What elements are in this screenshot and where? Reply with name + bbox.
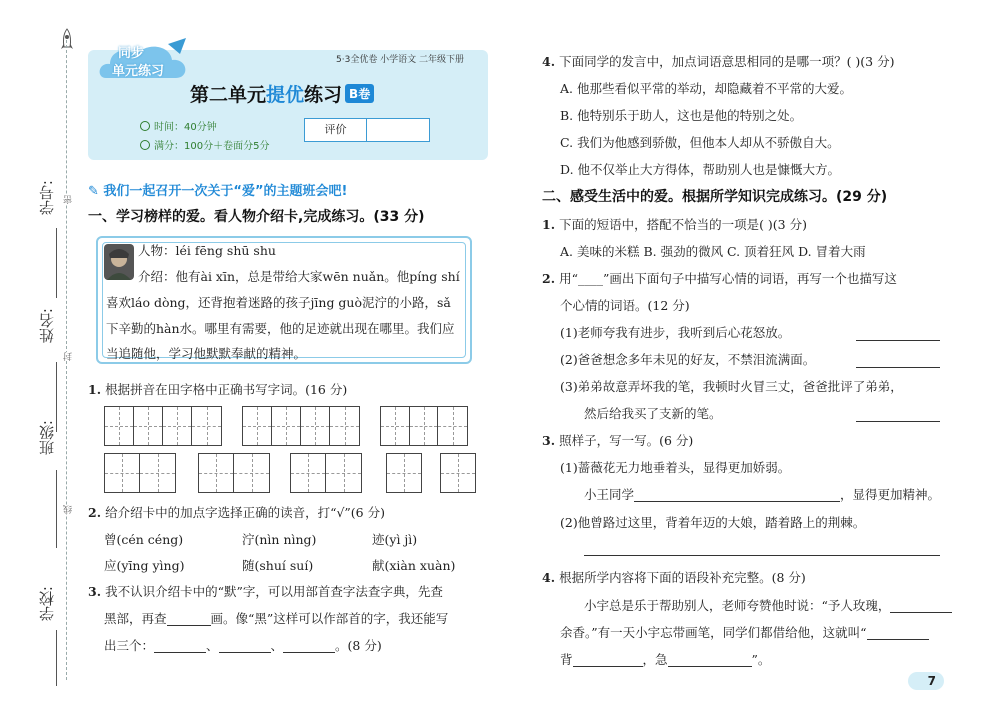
school-label: 学校:	[38, 586, 56, 622]
s2q3-example: (1)蔷薇花无力地垂着头，显得更加娇弱。	[560, 460, 791, 475]
rocket-icon	[58, 28, 76, 54]
score-info: 满分：100分＋卷面分5分	[140, 137, 269, 152]
class-label: 班级:	[38, 420, 56, 456]
s2q3-fill-line: 小王同学 ，显得更加精神。	[584, 487, 941, 502]
page-number: 7	[908, 672, 944, 690]
s2q4-blank-4[interactable]	[668, 653, 752, 667]
s2q2-item-1: (1)老师夸我有进步，我听到后心花怒放。	[560, 325, 791, 340]
evaluation-label: 评价	[305, 119, 367, 141]
page-title: 第二单元提优练习 B卷	[190, 80, 374, 107]
radical-blank-1[interactable]	[154, 639, 206, 653]
check-icon	[140, 140, 150, 150]
pinyin-choice[interactable]: 随(shuí suí)	[242, 558, 314, 573]
writing-grid[interactable]	[104, 406, 222, 446]
card-line: 介绍：他有ài xīn，总是带给大家wēn nuǎn。他píng shí	[138, 269, 460, 284]
s2q4-line1: 小宇总是乐于帮助别人，老师夸赞他时说：“予人玫瑰，	[584, 596, 952, 614]
student-id-field[interactable]	[56, 228, 57, 298]
s2q2-item-2: (2)爸爸想念多年未见的好友，不禁泪流满面。	[560, 352, 816, 367]
question-2: 2. 给介绍卡中的加点字选择正确的读音，打“√”(6 分)	[88, 505, 385, 520]
pinyin-choice[interactable]: 应(yīng yìng)	[104, 558, 185, 573]
section2-title: 二、感受生活中的爱。根据所学知识完成练习。(29 分)	[542, 189, 888, 205]
writing-grid[interactable]	[386, 453, 422, 493]
writing-grid[interactable]	[290, 453, 362, 493]
s2q3-item-2: (2)他曾路过这里，背着年迈的大娘，踏着路上的荆棘。	[560, 515, 866, 530]
name-label: 姓名:	[38, 308, 56, 344]
s2q3-answer-2[interactable]	[584, 555, 940, 556]
card-line: 下辛勤的hàn水。哪里有需要，他的足迹就出现在哪里。我们应	[106, 321, 455, 336]
paper-version-tag: B卷	[345, 84, 374, 103]
evaluation-box	[304, 118, 430, 142]
pinyin-choice[interactable]: 曾(cén céng)	[104, 532, 184, 547]
badge-line2: 单元练习	[112, 64, 165, 79]
clock-icon	[140, 121, 150, 131]
card-line: 喜欢láo dòng，还背抱着迷路的孩子jīng guò泥泞的小路，sǎ	[106, 295, 451, 310]
pinyin-choice[interactable]: 泞(nìn nìng)	[242, 532, 317, 547]
s2q4-blank-1[interactable]	[890, 599, 952, 613]
s2-question-3: 3. 照样子，写一写。(6 分)	[542, 433, 694, 448]
question-4: 4. 下面同学的发言中，加点词语意思相同的是哪一项？( )(3 分)	[542, 54, 895, 69]
s2q4-blank-2[interactable]	[867, 626, 929, 640]
s2q2-answer-3[interactable]	[856, 421, 940, 422]
book-meta: 5·3全优卷 小学语文 二年级下册	[336, 55, 465, 65]
avatar	[104, 244, 134, 280]
question-3-line3: 出三个： 、 、 。(8 分)	[104, 638, 382, 653]
radical-blank-2[interactable]	[219, 639, 271, 653]
cut-mark-line: 线	[64, 505, 74, 514]
card-line: 人物：léi fēng shū shu	[138, 243, 276, 258]
stroke-count-blank[interactable]	[167, 612, 211, 626]
school-field[interactable]	[56, 630, 57, 686]
s2q4-blank-3[interactable]	[573, 653, 643, 667]
question-3-line2: 黑部，再查 画。像“黑”这样可以作部首的字，我还能写	[104, 611, 449, 626]
q4-option-c[interactable]: C. 我们为他感到骄傲，但他本人却从不骄傲自大。	[560, 135, 840, 150]
badge-line1: 同步	[118, 46, 145, 61]
s2-question-2: 2. 用“____”画出下面句子中描写心情的词语，再写一个也描写这	[542, 271, 897, 286]
theme-line: ✎ 我们一起召开一次关于“爱”的主题班会吧!	[88, 184, 348, 199]
s2q2-item-3-cont: 然后给我买了支新的笔。	[584, 406, 722, 421]
q4-option-b[interactable]: B. 他特别乐于助人，这也是他的特别之处。	[560, 108, 803, 123]
cut-mark-seal: 密	[64, 195, 74, 204]
pencil-icon: ✎	[88, 184, 104, 199]
card-line: 当追随他，学习他默默奉献的精神。	[106, 346, 307, 361]
s2q3-blank[interactable]	[634, 488, 840, 502]
s2q2-answer-1[interactable]	[856, 340, 940, 341]
s2q4-line2: 余香。”有一天小宇忘带画笔，同学们都借给他，这就叫“	[560, 623, 929, 641]
radical-blank-3[interactable]	[283, 639, 335, 653]
q4-option-d[interactable]: D. 他不仅举止大方得体，帮助别人也是慷慨大方。	[560, 162, 841, 177]
writing-grid[interactable]	[242, 406, 360, 446]
s2-question-4: 4. 根据所学内容将下面的语段补充完整。(8 分)	[542, 570, 806, 585]
s2q4-line3: 背 ，急 ”。	[560, 652, 771, 667]
question-1: 1. 根据拼音在田字格中正确书写字词。(16 分)	[88, 382, 348, 397]
q4-option-a[interactable]: A. 他那些看似平常的举动，却隐藏着不平常的大爱。	[560, 81, 852, 96]
question-3: 3. 我不认识介绍卡中的“默”字，可以用部首查字法查字典，先查	[88, 584, 443, 599]
writing-grid[interactable]	[380, 406, 468, 446]
class-field[interactable]	[56, 470, 57, 548]
evaluation-field[interactable]	[367, 119, 429, 141]
writing-grid[interactable]	[198, 453, 270, 493]
unit-badge	[96, 38, 192, 88]
student-id-label: 学号:	[38, 180, 56, 216]
cut-mark-close: 封	[64, 352, 74, 361]
binding-margin	[0, 0, 78, 719]
writing-grid[interactable]	[104, 453, 176, 493]
section1-title: 一、学习榜样的爱。看人物介绍卡,完成练习。(33 分)	[88, 209, 425, 225]
s2-question-1: 1. 下面的短语中，搭配不恰当的一项是( )(3 分)	[542, 217, 807, 232]
pinyin-choice[interactable]: 迹(yì jì)	[372, 532, 418, 547]
s2q2-answer-2[interactable]	[856, 367, 940, 368]
pinyin-choice[interactable]: 献(xiàn xuàn)	[372, 558, 456, 573]
s2q2-line2: 个心情的词语。(12 分)	[560, 298, 690, 313]
time-info: 时间：40分钟	[140, 118, 217, 133]
s2q2-item-3: (3)弟弟故意弄坏我的笔，我顿时火冒三丈，爸爸批评了弟弟，	[560, 379, 903, 394]
writing-grid[interactable]	[440, 453, 476, 493]
s2q1-options[interactable]: A. 美味的米糕 B. 强劲的微风 C. 顶着狂风 D. 冒着大雨	[560, 244, 866, 259]
